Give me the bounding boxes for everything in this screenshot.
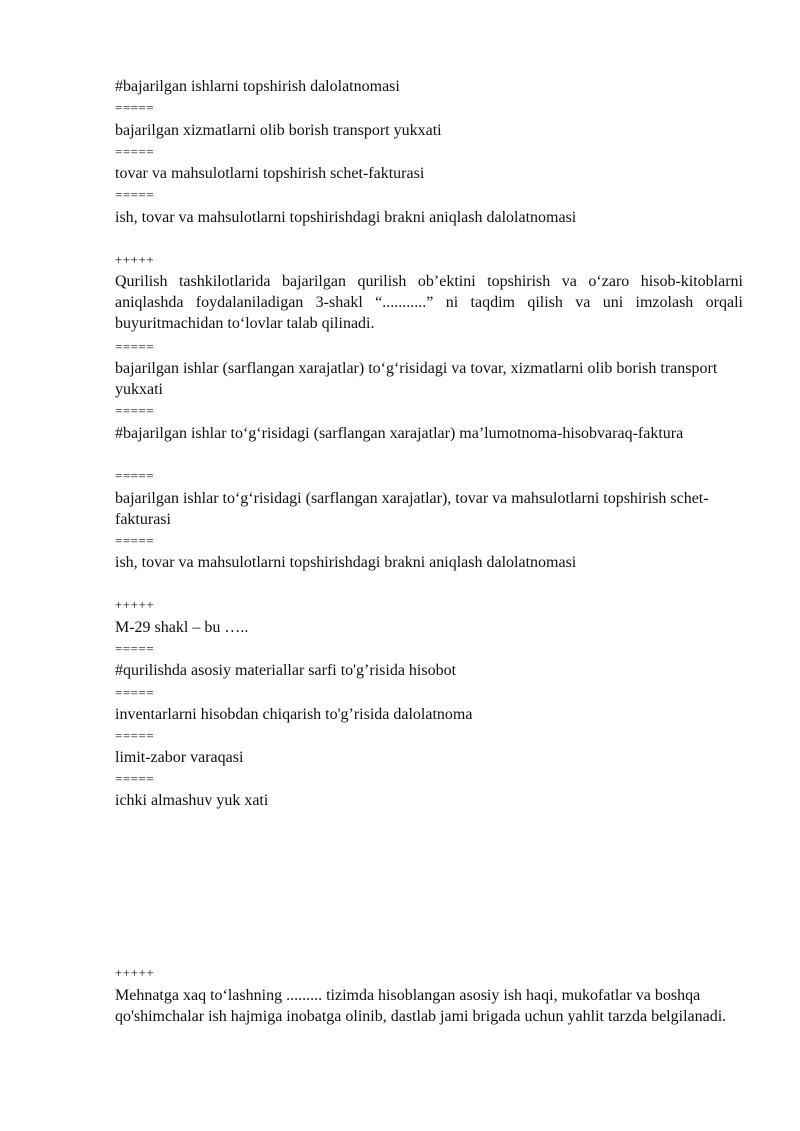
option-separator: ===== [115,728,155,743]
answer-option-correct: #qurilishda asosiy materiallar sarfi to'g’risida hisobot [115,662,457,679]
option-separator: ===== [115,771,155,786]
option-separator: ===== [115,339,155,354]
option-separator: ===== [115,641,155,656]
question-marker: +++++ [115,252,155,267]
option-separator: ===== [115,403,155,418]
answer-option: ish, tovar va mahsulotlarni topshirishdagi brakni aniqlash dalolatnomasi [115,554,577,571]
question-marker: +++++ [115,597,155,612]
question-text: M-29 shakl – bu ….. [115,619,249,636]
answer-option: tovar va mahsulotlarni topshirish schet-fakturasi [115,165,425,182]
option-separator: ===== [115,100,155,115]
question-marker: +++++ [115,965,155,980]
question-text: Qurilish tashkilotlarida bajarilgan qurilish ob’ektini topshirish va o‘zaro hisob-kitoblarni aniqlashda foydalaniladigan 3-shakl “...........” ni taqdim qilish va uni imzolash orqali buyuritmachidan to‘lovlar talab qilinadi. [115,273,743,332]
question-text: Mehnatga xaq to‘lashning ......... tizimda hisoblangan asosiy ish haqi, mukofatlar va boshqa qo'shimchalar ish hajmiga inobatga olinib, dastlab jami brigada uchun yahlit tarzda belgilanadi. [115,987,727,1025]
option-separator: ===== [115,468,155,483]
answer-option: bajarilgan xizmatlarni olib borish transport yukxati [115,122,442,139]
option-separator: ===== [115,187,155,202]
answer-option: ish, tovar va mahsulotlarni topshirishdagi brakni aniqlash dalolatnomasi [115,209,577,226]
option-separator: ===== [115,144,155,159]
answer-option: bajarilgan ishlar to‘g‘risidagi (sarflangan xarajatlar), tovar va mahsulotlarni topshirish schet-fakturasi [115,490,709,528]
answer-option-correct: #bajarilgan ishlarni topshirish dalolatnomasi [115,78,400,95]
answer-option: limit-zabor varaqasi [115,749,244,766]
answer-option: ichki almashuv yuk xati [115,792,269,809]
answer-option: bajarilgan ishlar (sarflangan xarajatlar) to‘g‘risidagi va tovar, xizmatlarni olib borish transport yukxati [115,360,718,398]
option-separator: ===== [115,533,155,548]
answer-option: inventarlarni hisobdan chiqarish to'g’risida dalolatnoma [115,706,473,723]
answer-option-correct: #bajarilgan ishlar to‘g‘risidagi (sarflangan xarajatlar) ma’lumotnoma-hisobvaraq-faktura [115,425,684,442]
option-separator: ===== [115,685,155,700]
